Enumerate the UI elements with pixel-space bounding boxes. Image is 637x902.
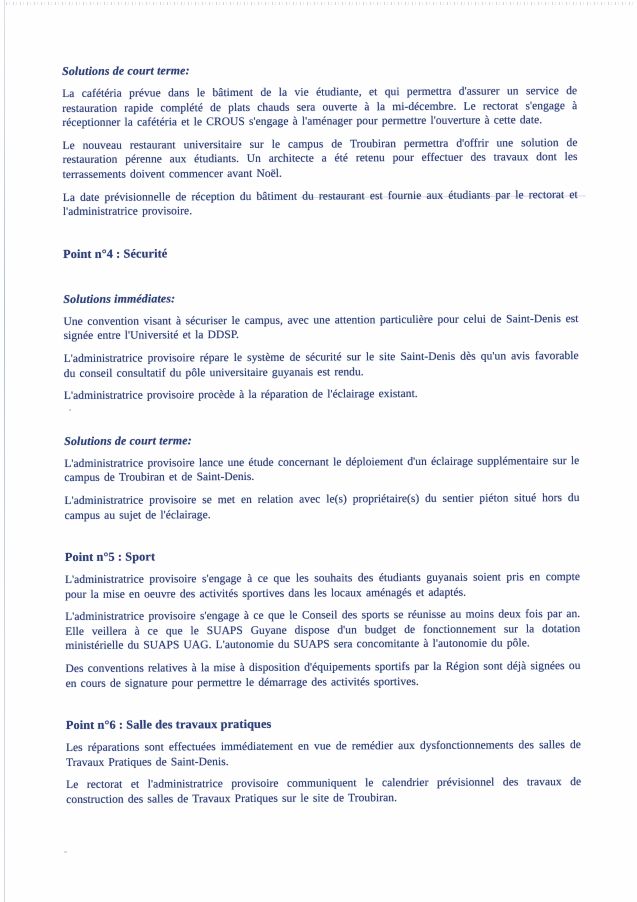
paragraph: L'administratrice provisoire se met en relation avec le(s) propriétaire(s) du sentier piéton situé hors du campus au sujet de l'éclairage. — [64, 491, 580, 522]
italic-heading: Solutions de court terme: — [62, 63, 190, 78]
heading: Point n°5 : Sport — [64, 549, 156, 565]
paragraph: Les réparations sont effectuées immédiatement en vue de remédier aux dysfonctionnements des salles de Travaux Pratiques de Saint-Denis. — [65, 739, 581, 769]
paragraph: L'administratrice provisoire s'engage à ce que le Conseil des sports se réunisse au moins deux fois par an. Elle veillera à ce que le SUAPS Guyane dispose d'un budget de fonctionnement sur la dotation ministérielle du SUAPS UAG. L'autonomie du SUAPS sera concomitante à l'autonomie du pôle. — [65, 608, 581, 653]
paragraph: La cafétéria prévue dans le bâtiment de la vie étudiante, et qui permettra d'assurer un service de restauration rapide complété de plats chauds sera ouverte à la mi-décembre. Le rectorat s'engage à réceptionner la cafétéria et le CROUS s'engage à l'aménager pour permettre l'ouverture à cette date. — [62, 85, 578, 130]
document-body — [62, 61, 581, 808]
paragraph: Le nouveau restaurant universitaire sur le campus de Troubiran permettra d'offrir une solution de restauration pérenne aux étudiants. Un architecte a été retenu pour effectuer des travaux dont les terrassements doivent commencer avant Noël. — [62, 136, 578, 181]
heading: Point n°4 : Sécurité — [63, 246, 168, 261]
paragraph: Des conventions relatives à la mise à disposition d'équipements sportifs par la Région sont déjà signées ou en cours de signature pour permettre le démarrage des activités sportives. — [65, 660, 581, 690]
paragraph: Le rectorat et l'administratrice provisoire communiquent le calendrier prévisionnel des travaux de construction des salles de Travaux Pratiques sur le site de Troubiran. — [66, 776, 582, 807]
scan-speck — [64, 851, 67, 853]
paragraph: L'administratrice provisoire s'engage à ce que les souhaits des étudiants guyanais soient pris en compte pour la mise en oeuvre des activités sportives dans les locaux aménagés et adaptés. — [64, 571, 580, 601]
scan-left-edge-line — [4, 0, 5, 902]
scan-noise-top-edge — [6, 2, 634, 5]
italic-heading: Solutions de court terme: — [64, 432, 192, 448]
heading: Point n°6 : Salle des travaux pratiques — [65, 717, 272, 733]
paragraph: La date prévisionnelle de réception du bâtiment du restaurant est fournie aux étudiants par le rectorat et l'administratrice provisoire. — [62, 188, 578, 219]
paragraph: L'administratrice provisoire procède à la réparation de l'éclairage existant. — [63, 388, 418, 403]
paragraph: Une convention visant à sécuriser le campus, avec une attention particulière pour celui de Saint-Denis est signée entre l'Université et la DDSP. — [63, 312, 579, 343]
paragraph: L'administratrice provisoire répare le système de sécurité sur le site Saint-Denis dès qu'un avis favorable du conseil consultatif du pôle universitaire guyanais est rendu. — [63, 349, 579, 380]
paragraph: L'administratrice provisoire lance une étude concernant le déploiement d'un éclairage supplémentaire sur le campus de Troubiran et de Saint-Denis. — [64, 454, 580, 485]
italic-heading: Solutions immédiates: — [63, 291, 176, 306]
